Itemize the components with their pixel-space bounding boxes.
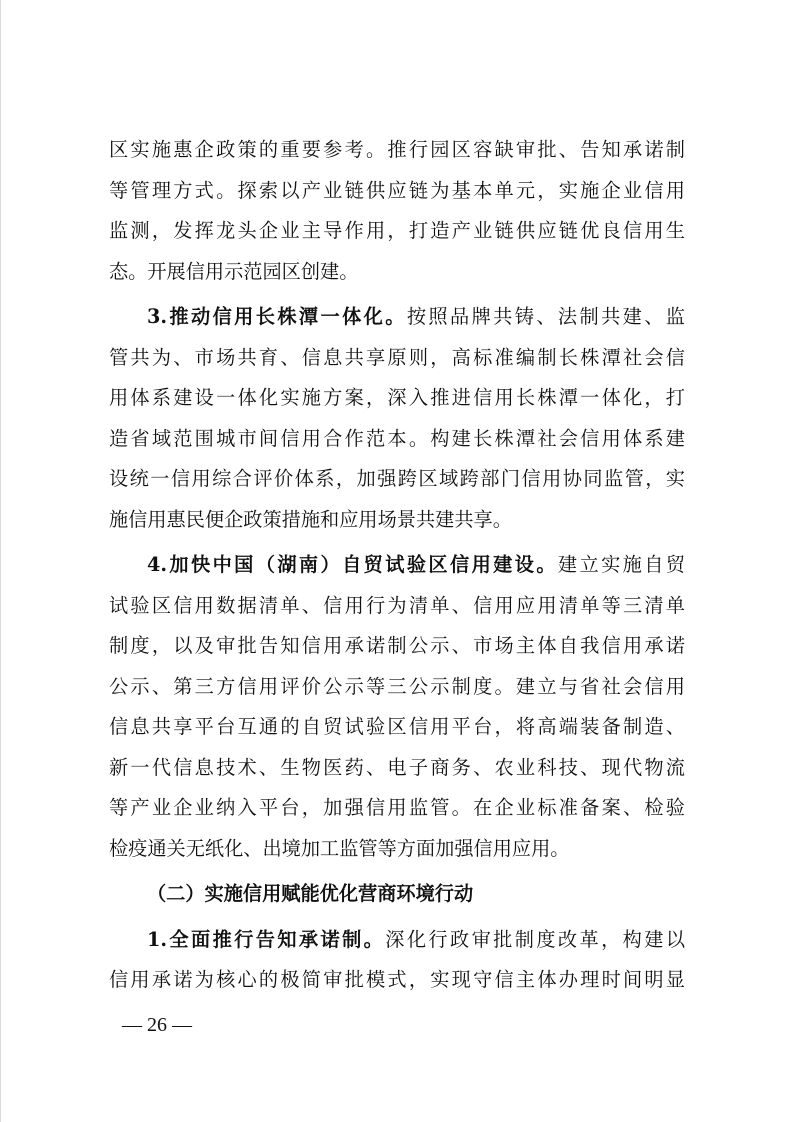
para1-line: 态。开展信用示范园区创建。 (109, 259, 359, 283)
para2-line: 管共为、市场共育、信息共享原则，高标准编制长株潭社会信 (109, 345, 685, 369)
para2-line: 设统一信用综合评价体系，加强跨区域跨部门信用协同监管，实 (109, 467, 685, 490)
page-number: — 26 — (122, 1014, 192, 1036)
para1-line: 区实施惠企政策的重要参考。推行园区容缺审批、告知承诺制 (109, 138, 685, 161)
para3-line: 等产业企业纳入平台，加强信用监管。在企业标准备案、检验 (109, 796, 685, 819)
para3-first-rest: 建立实施自贸 (557, 553, 686, 576)
para4-heading: 1.全面推行告知承诺制。 (147, 927, 386, 951)
para3-heading: 4.加快中国（湖南）自贸试验区信用建设。 (147, 553, 558, 576)
para3-line: 新一代信息技术、生物医药、电子商务、农业科技、现代物流 (109, 755, 685, 779)
para4-first-rest: 深化行政审批制度改革，构建以 (385, 927, 686, 951)
para4-first-line (109, 920, 685, 961)
para3-line: 试验区信用数据清单、信用行为清单、信用应用清单等三清单 (109, 593, 685, 617)
page-edge-line (0, 0, 1, 1122)
para2-first-line (109, 297, 685, 338)
para2-line: 施信用惠民便企政策措施和应用场景共建共享。 (109, 507, 512, 531)
para3-line: 制度，以及审批告知信用承诺制公示、市场主体自我信用承诺 (109, 634, 685, 657)
para2-heading: 3.推动信用长株潭一体化。 (147, 305, 407, 328)
para2-first-rest: 按照品牌共铸、法制共建、监 (406, 305, 685, 328)
para1-line: 监测，发挥龙头企业主导作用，打造产业链供应链优良信用生 (109, 219, 685, 242)
para2-line: 用体系建设一体化实施方案，深入推进信用长株潭一体化，打 (109, 386, 685, 409)
para4-line: 信用承诺为核心的极简审批模式，实现守信主体办理时间明显 (109, 968, 685, 991)
section-heading: （二）实施信用赋能优化营商环境行动 (147, 882, 474, 905)
body-text (109, 130, 685, 1001)
para2-line: 造省域范围城市间信用合作范本。构建长株潭社会信用体系建 (109, 426, 685, 450)
para3-line: 公示、第三方信用评价公示等三公示制度。建立与省社会信用 (109, 674, 685, 698)
para3-line: 信息共享平台互通的自贸试验区信用平台，将高端装备制造、 (109, 715, 685, 738)
para1-line: 等管理方式。探索以产业链供应链为基本单元，实施企业信用 (109, 178, 685, 202)
para3-line: 检疫通关无纸化、出境加工监管等方面加强信用应用。 (109, 836, 570, 860)
para3-first-line (109, 545, 685, 586)
